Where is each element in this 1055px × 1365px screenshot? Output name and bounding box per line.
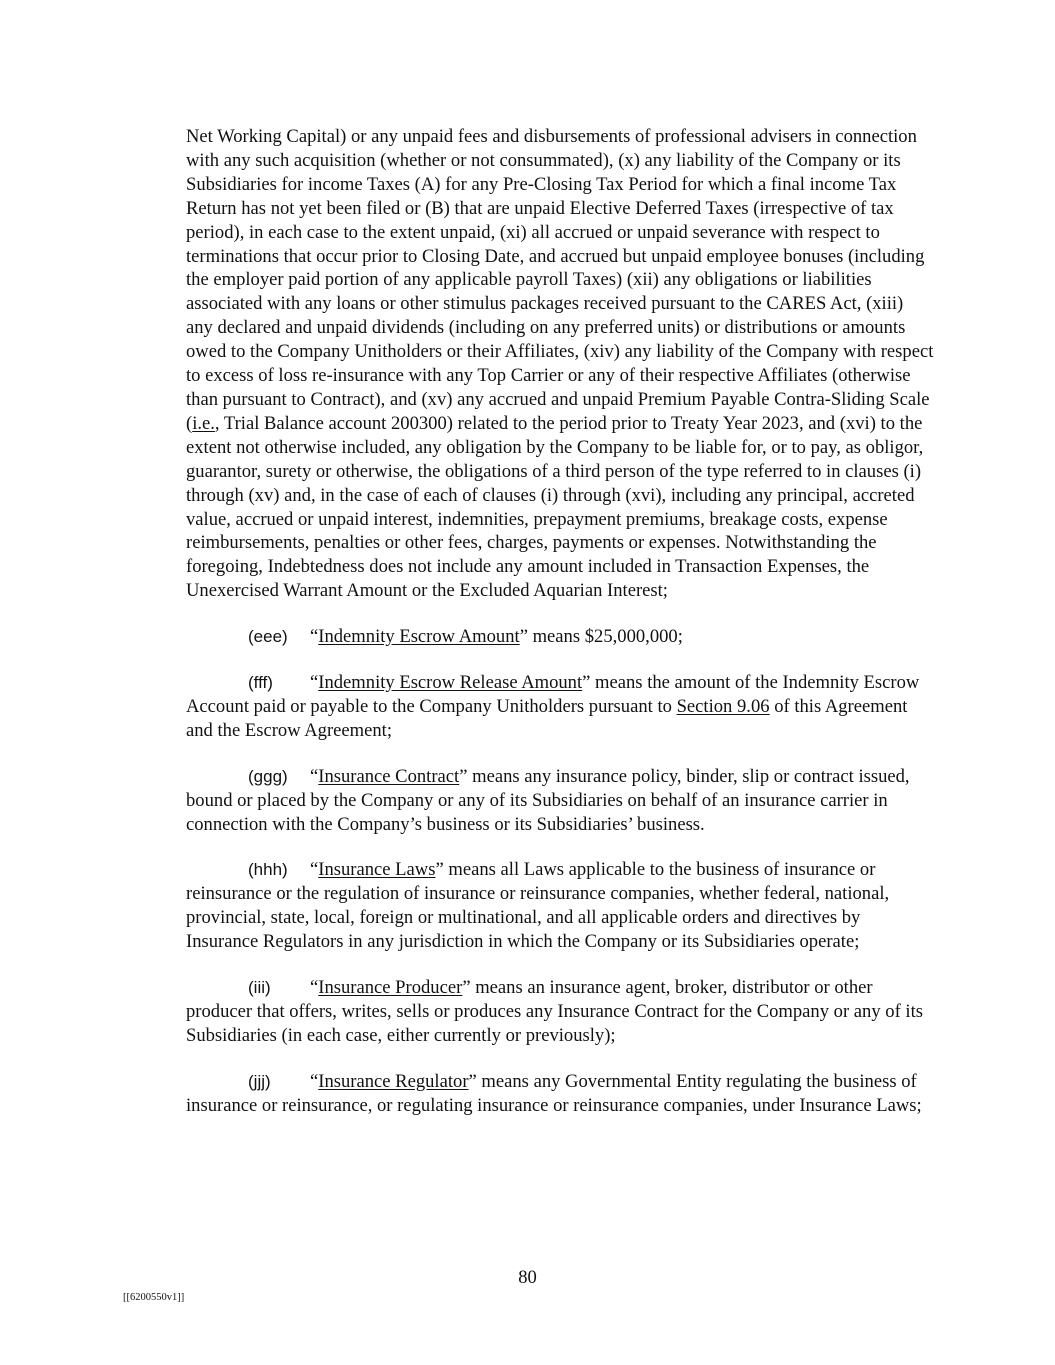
definition-text: ” means any Governmental Entity regulating the business of insurance or reinsurance, or regulating insurance or reinsurance companies, under Insurance Laws; — [186, 1070, 922, 1116]
open-quote: “ — [310, 859, 319, 881]
continuation-text-1: Net Working Capital) or any unpaid fees and disbursements of professional advisers in connection with any such acquisition (whether or not consummated), (x) any liability of the Company or its Subsidiaries for income Taxes (A) for any Pre-Closing Tax Period for which a final income Tax Return has not yet been filed or (B) that are unpaid Elective Deferred Taxes (irrespective of tax period), in each case to the extent unpaid, (xi) all accrued or unpaid severance with respect to terminations that occur prior to Closing Date, and accrued but unpaid employee bonuses (including the employer paid portion of any applicable payroll Taxes) (xii) any obligations or liabilities associated with any loans or other stimulus packages received pursuant to the CARES Act, (xiii) any declared and unpaid dividends (including on any preferred units) or distributions or amounts owed to the Company Unitholders or their Affiliates, (xiv) any liability of the Company with respect to excess of loss re-insurance with any Top Carrier or any of their respective Affiliates (otherwise than pursuant to Contract), and (xv) any accrued and unpaid Premium Payable Contra-Sliding Scale ( — [186, 126, 934, 434]
definition-text: ” means $25,000,000; — [519, 626, 683, 648]
indebtedness-continuation — [186, 125, 934, 603]
definition-ggg — [186, 765, 934, 837]
open-quote: “ — [310, 765, 319, 787]
clause-number: (hhh) — [248, 860, 288, 880]
defined-term: Indemnity Escrow Amount — [318, 626, 520, 648]
ie-abbreviation: i.e. — [192, 412, 215, 434]
open-quote: “ — [310, 626, 319, 648]
continuation-text-2: , Trial Balance account 200300) related to the period prior to Treaty Year 2023, and (xvi) to the extent not otherwise included, any obligation by the Company to be liable for, or to pay, as obligor, guarantor, surety or otherwise, the obligations of a third person of the type referred to in clauses (i) through (xv) and, in the case of each of clauses (i) through (xvi), including any principal, accreted value, accrued or unpaid interest, indemnities, prepayment premiums, breakage costs, expense reimbursements, penalties or other fees, charges, payments or expenses. Notwithstanding the foregoing, Indebtedness does not include any amount included in Transaction Expenses, the Unexercised Warrant Amount or the Excluded Aquarian Interest; — [186, 412, 924, 602]
clause-number: (iii) — [248, 978, 271, 998]
definition-text: ” means all Laws applicable to the business of insurance or reinsurance or the regulation of insurance or reinsurance companies, whether federal, national, provincial, state, local, foreign or multinational, and all applicable orders and directives by Insurance Regulators in any jurisdiction in which the Company or its Subsidiaries operate; — [186, 859, 890, 953]
definition-text-after: of this Agreement and the Escrow Agreement; — [186, 695, 908, 741]
definition-text: ” means the amount of the Indemnity Escrow Account paid or payable to the Company Unitholders pursuant to — [186, 672, 920, 717]
open-quote: “ — [310, 977, 319, 999]
definition-eee — [186, 625, 934, 649]
clause-number: (jjj) — [248, 1071, 271, 1091]
definition-iii — [186, 976, 934, 1048]
definition-fff — [186, 671, 934, 743]
defined-term: Indemnity Escrow Release Amount — [318, 672, 583, 694]
defined-term: Insurance Contract — [318, 765, 460, 787]
definition-jjj — [186, 1070, 934, 1118]
defined-term: Insurance Laws — [318, 859, 436, 881]
document-body — [186, 125, 934, 1118]
definition-text: ” means an insurance agent, broker, distributor or other producer that offers, writes, sells or produces any Insurance Contract for the Company or any of its Subsidiaries (in each case, either currently or previously); — [186, 977, 923, 1046]
definition-hhh — [186, 858, 934, 954]
defined-term: Insurance Regulator — [318, 1070, 469, 1092]
open-quote: “ — [310, 1070, 319, 1092]
definition-text: ” means any insurance policy, binder, slip or contract issued, bound or placed by the Company or any of its Subsidiaries on behalf of an insurance carrier in connection with the Company’s business or its Subsidiaries’ business. — [186, 765, 910, 835]
section-reference: Section 9.06 — [676, 695, 770, 717]
defined-term: Insurance Producer — [318, 977, 463, 999]
clause-number: (ggg) — [248, 766, 288, 786]
document-id: [[6200550v1]] — [123, 1292, 185, 1303]
page-number: 80 — [518, 1267, 537, 1288]
open-quote: “ — [310, 672, 319, 694]
clause-number: (fff) — [248, 673, 273, 693]
clause-number: (eee) — [248, 627, 288, 647]
